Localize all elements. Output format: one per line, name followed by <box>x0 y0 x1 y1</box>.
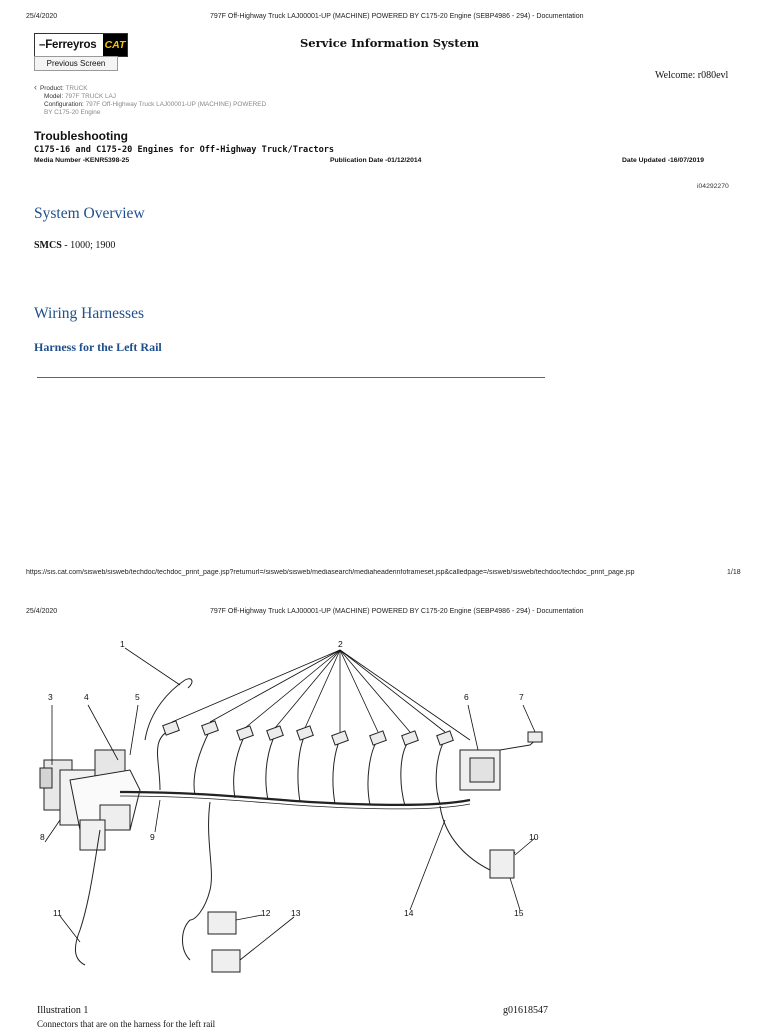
manual-subtitle: C175-16 and C175-20 Engines for Off-Highway Truck/Tractors <box>34 145 335 155</box>
print-doc-title-2: 797F Off-Highway Truck LAJ00001-UP (MACHINE) POWERED BY C175-20 Engine (SEBP4986 - 294) - Documentation <box>210 608 584 615</box>
left-rail-harness-heading: Harness for the Left Rail <box>34 340 162 354</box>
system-overview-heading: System Overview <box>34 205 145 222</box>
date-updated: Date Updated -16/07/2019 <box>622 157 704 164</box>
smcs-line: SMCS - 1000; 1900 <box>34 240 116 251</box>
callout-15: 15 <box>514 908 524 918</box>
section-divider <box>37 377 545 378</box>
callout-5: 5 <box>135 692 140 702</box>
callout-6: 6 <box>464 692 469 702</box>
sis-title: Service Information System <box>300 36 480 50</box>
troubleshooting-title: Troubleshooting <box>34 129 128 143</box>
cat-logo-text: CAT <box>103 34 127 56</box>
document-id: i04292270 <box>697 183 729 190</box>
ferreyros-cat-logo <box>34 33 128 57</box>
callout-10: 10 <box>529 832 539 842</box>
illustration-caption: Connectors that are on the harness for the left rail <box>37 1019 216 1029</box>
print-url: https://sis.cat.com/sisweb/sisweb/techdoc/techdoc_print_page.jsp?returnurl=/sisweb/sisweb/mediasearch/mediaheaderinfoframeset.jsp&calledpage=/sisweb/sisweb/techdoc/techdoc_print_page.jsp <box>26 569 635 576</box>
previous-screen-button[interactable]: Previous Screen <box>34 56 118 71</box>
left-connector-assembly <box>40 750 140 850</box>
print-date: 25/4/2020 <box>26 13 58 20</box>
callout-11: 11 <box>53 908 62 918</box>
callout-1: 1 <box>120 639 125 649</box>
callout-8: 8 <box>40 832 45 842</box>
media-number: Media Number -KENR5398-25 <box>34 157 130 164</box>
right-connector-assembly <box>460 732 542 790</box>
callout-9: 9 <box>150 832 155 842</box>
callout-13: 13 <box>291 908 301 918</box>
product-info: ‹ Product: TRUCK Model: 797F TRUCK LAJ Configuration: 797F Off-Highway Truck LAJ00001-UP (MACHINE) POWERED BY C175-20 Engine <box>34 82 267 116</box>
print-date-2: 25/4/2020 <box>26 608 58 615</box>
print-doc-title: 797F Off-Highway Truck LAJ00001-UP (MACHINE) POWERED BY C175-20 Engine (SEBP4986 - 294) - Documentation <box>210 13 584 20</box>
callout-2: 2 <box>338 639 343 649</box>
callout-7: 7 <box>519 692 524 702</box>
publication-date: Publication Date -01/12/2014 <box>330 157 422 164</box>
callout-3: 3 <box>48 692 53 702</box>
illustration-id: g01618547 <box>503 1005 548 1016</box>
callout-14: 14 <box>404 908 414 918</box>
callout-4: 4 <box>84 692 89 702</box>
ferreyros-logo-text: – Ferreyros <box>35 34 103 56</box>
wiring-harnesses-heading: Wiring Harnesses <box>34 305 144 322</box>
left-rail-harness-diagram <box>0 620 768 1000</box>
back-arrow-icon[interactable]: ‹ <box>34 82 37 92</box>
main-harness-trunk <box>120 792 470 805</box>
illustration-label: Illustration 1 <box>37 1005 89 1016</box>
callout-12: 12 <box>261 908 271 918</box>
page-number: 1/18 <box>727 569 741 576</box>
welcome-text: Welcome: r080evl <box>655 70 729 81</box>
